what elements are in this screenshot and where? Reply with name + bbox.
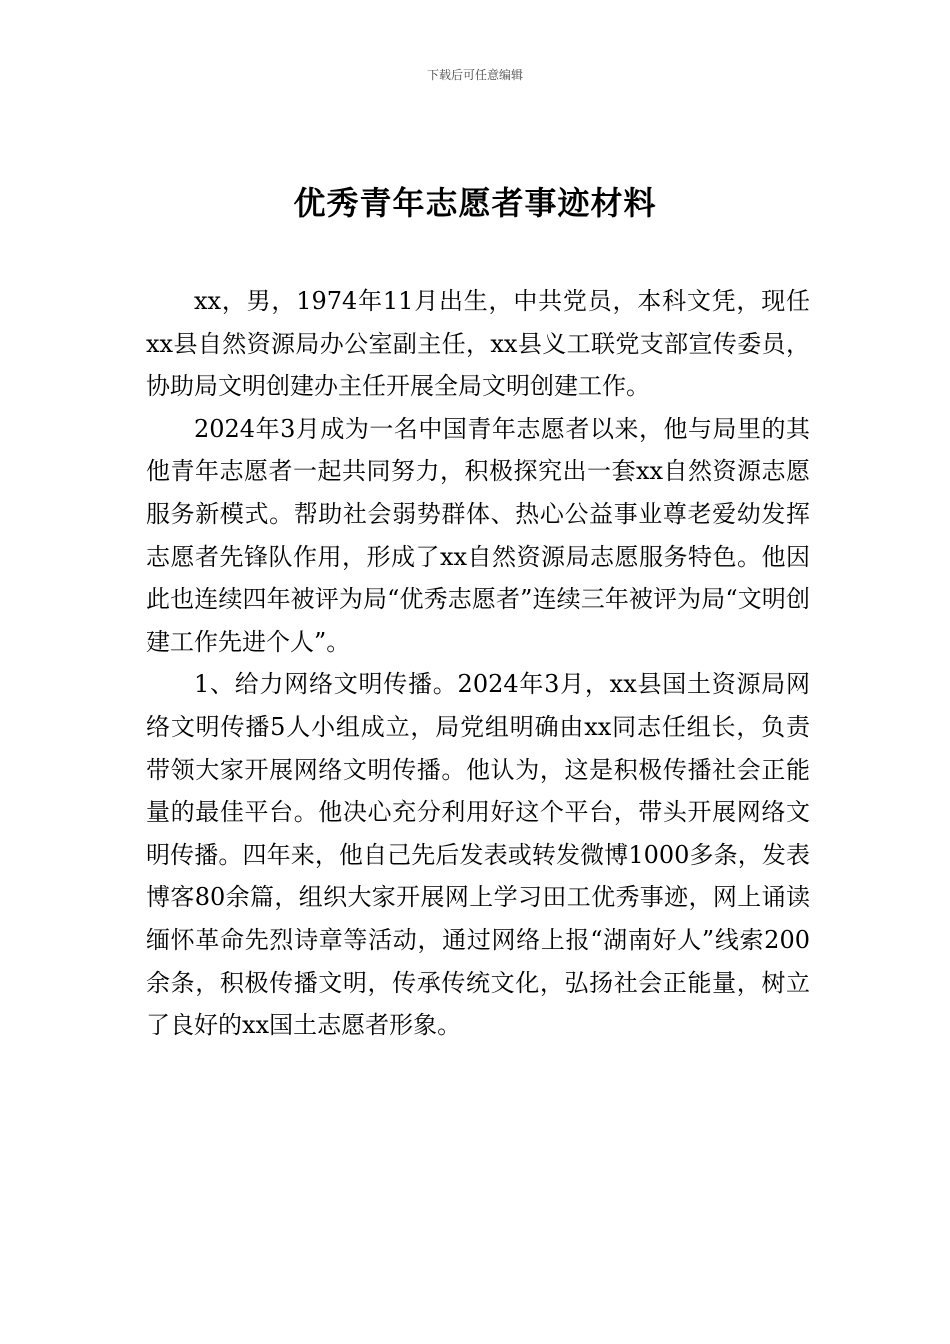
paragraph-network-civilization: 1、给力网络文明传播。2024年3月，xx县国土资源局网络文明传播5人小组成立，局党组明确由xx同志任组长，负责带领大家开展网络文明传播。他认为，这是积极传播社会正能量的最佳平台。他决心充分利用好这个平台，带头开展网络文明传播。四年来，他自己先后发表或转发微博1000多条，发表博客80余篇，组织大家开展网上学习田工优秀事迹，网上诵读缅怀革命先烈诗章等活动，通过网络上报“湖南好人”线索200余条，积极传播文明，传承传统文化，弘扬社会正能量，树立了良好的xx国土志愿者形象。 (146, 670, 810, 1040)
document-body (146, 280, 810, 1047)
document-title: 优秀青年志愿者事迹材料 (293, 184, 657, 222)
header-note: 下载后可任意编辑 (426, 68, 523, 82)
paragraph-intro: xx，男，1974年11月出生，中共党员，本科文凭，现任xx县自然资源局办公室副主任，xx县义工联党支部宣传委员，协助局文明创建办主任开展全局文明创建工作。 (146, 287, 810, 401)
paragraph-volunteer-history: 2024年3月成为一名中国青年志愿者以来，他与局里的其他青年志愿者一起共同努力，积极探究出一套xx自然资源志愿服务新模式。帮助社会弱势群体、热心公益事业尊老爱幼发挥志愿者先锋队作用，形成了xx自然资源局志愿服务特色。他因此也连续四年被评为局“优秀志愿者”连续三年被评为局“文明创建工作先进个人”。 (146, 414, 810, 656)
